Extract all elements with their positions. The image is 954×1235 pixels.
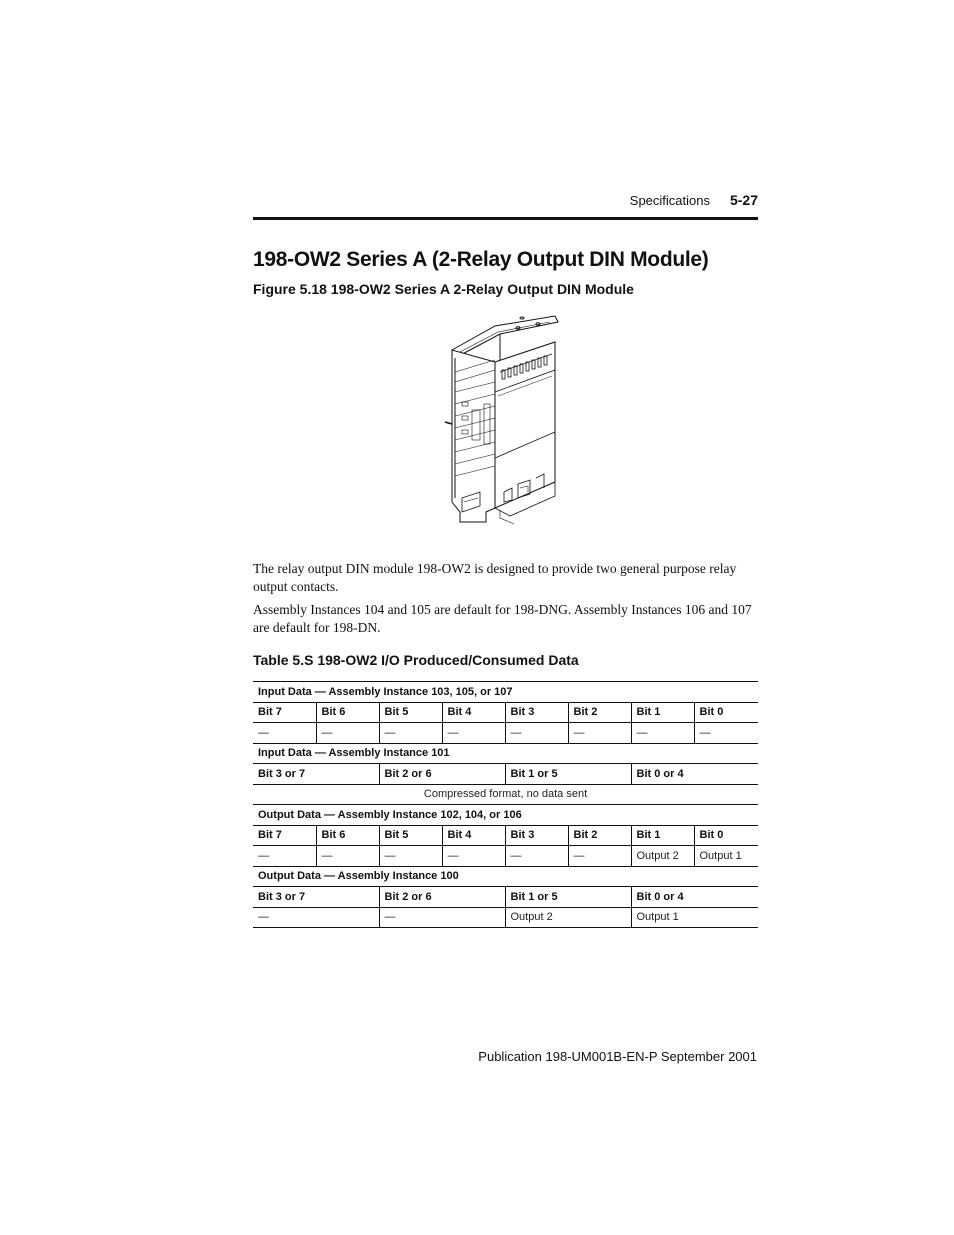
page-title: 198-OW2 Series A (2-Relay Output DIN Module)	[253, 248, 709, 271]
header-cell: Bit 0 or 4	[631, 764, 758, 785]
publication-footer: Publication 198-UM001B-EN-P September 2001	[478, 1049, 757, 1064]
table-row	[253, 723, 758, 744]
section-title-output-full: Output Data — Assembly Instance 102, 104, or 106	[253, 805, 758, 826]
header-cell: Bit 7	[253, 702, 316, 723]
table-section-row	[253, 743, 758, 764]
header-cell: Bit 2	[568, 825, 631, 846]
data-cell: —	[442, 723, 505, 744]
header-cell: Bit 7	[253, 825, 316, 846]
data-cell: Output 2	[631, 846, 694, 867]
table-section-row	[253, 805, 758, 826]
header-cell: Bit 2 or 6	[379, 764, 505, 785]
data-cell: —	[379, 907, 505, 928]
table-header-row	[253, 887, 758, 908]
data-cell: —	[379, 846, 442, 867]
section-title-output-compressed: Output Data — Assembly Instance 100	[253, 866, 758, 887]
data-cell: —	[694, 723, 758, 744]
compressed-note: Compressed format, no data sent	[253, 784, 758, 805]
header-cell: Bit 5	[379, 825, 442, 846]
data-cell: —	[379, 723, 442, 744]
data-cell: —	[505, 723, 568, 744]
header-cell: Bit 0	[694, 825, 758, 846]
table-section-row	[253, 682, 758, 703]
header-cell: Bit 0	[694, 702, 758, 723]
header-cell: Bit 6	[316, 702, 379, 723]
figure-caption: Figure 5.18 198-OW2 Series A 2-Relay Output DIN Module	[253, 281, 634, 297]
data-cell: Output 1	[631, 907, 758, 928]
relay-module-illustration	[440, 312, 570, 534]
header-cell: Bit 1 or 5	[505, 887, 631, 908]
header-cell: Bit 3	[505, 702, 568, 723]
header-page-number: 5-27	[729, 192, 758, 208]
header-cell: Bit 0 or 4	[631, 887, 758, 908]
data-cell: —	[568, 846, 631, 867]
header-cell: Bit 3 or 7	[253, 887, 379, 908]
table-section-row	[253, 866, 758, 887]
table-row	[253, 846, 758, 867]
header-cell: Bit 2 or 6	[379, 887, 505, 908]
header-cell: Bit 3	[505, 825, 568, 846]
table-row	[253, 784, 758, 805]
data-cell: —	[253, 907, 379, 928]
header-cell: Bit 1	[631, 825, 694, 846]
assembly-paragraph: Assembly Instances 104 and 105 are default for 198-DNG. Assembly Instances 106 and 107 are default for 198-DN.	[253, 602, 752, 635]
data-cell: —	[316, 723, 379, 744]
table-row	[253, 907, 758, 928]
header-cell: Bit 6	[316, 825, 379, 846]
intro-paragraph: The relay output DIN module 198-OW2 is designed to provide two general purpose relay output contacts.	[253, 561, 737, 594]
data-cell: —	[316, 846, 379, 867]
table-caption: Table 5.S 198-OW2 I/O Produced/Consumed Data	[253, 652, 579, 668]
io-data-table	[253, 681, 758, 928]
table-header-row	[253, 825, 758, 846]
header-cell: Bit 1	[631, 702, 694, 723]
section-title-input-full: Input Data — Assembly Instance 103, 105, or 107	[253, 682, 758, 703]
table-header-row	[253, 702, 758, 723]
header-cell: Bit 5	[379, 702, 442, 723]
data-cell: —	[505, 846, 568, 867]
data-cell: Output 1	[694, 846, 758, 867]
section-title-input-compressed: Input Data — Assembly Instance 101	[253, 743, 758, 764]
data-cell: —	[442, 846, 505, 867]
data-cell: —	[631, 723, 694, 744]
data-cell: —	[253, 846, 316, 867]
data-cell: Output 2	[505, 907, 631, 928]
header-cell: Bit 4	[442, 825, 505, 846]
header-cell: Bit 2	[568, 702, 631, 723]
running-header	[253, 189, 758, 220]
header-cell: Bit 1 or 5	[505, 764, 631, 785]
header-cell: Bit 4	[442, 702, 505, 723]
header-cell: Bit 3 or 7	[253, 764, 379, 785]
data-cell: —	[568, 723, 631, 744]
data-cell: —	[253, 723, 316, 744]
header-section-name: Specifications	[629, 193, 710, 208]
table-header-row	[253, 764, 758, 785]
